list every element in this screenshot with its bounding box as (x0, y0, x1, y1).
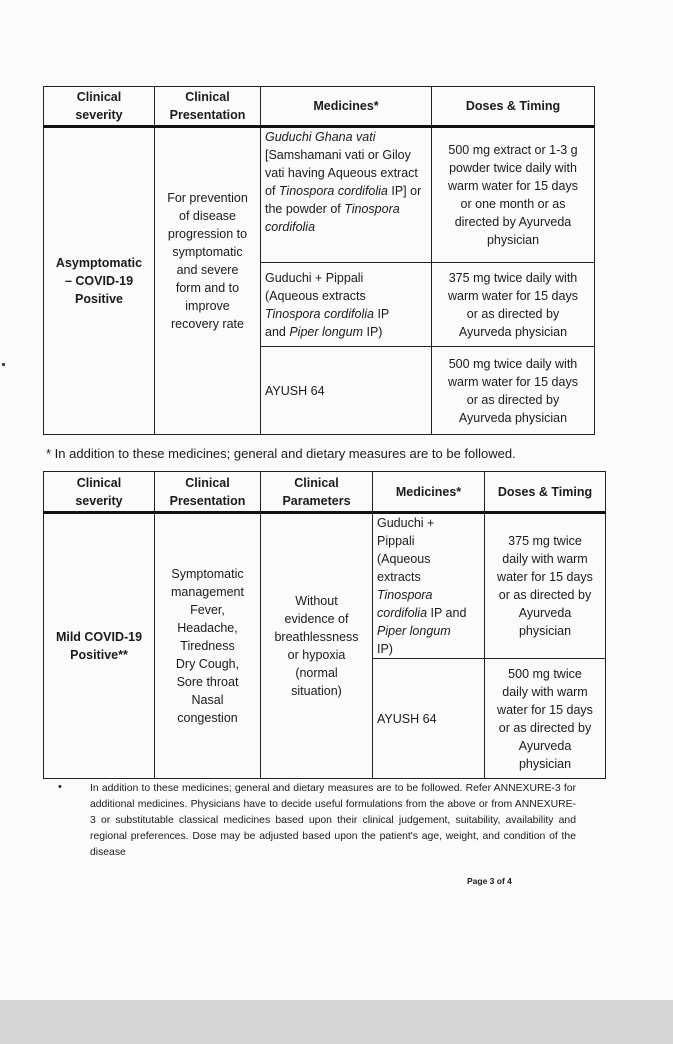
header-clinical-presentation: Clinical Presentation (155, 87, 261, 127)
dose-guduchi-ghana-vati: 500 mg extract or 1-3 g powder twice daily with warm water for 15 days or one month or as directed by Ayurveda physician (432, 127, 595, 263)
medicine-ayush-64: AYUSH 64 (261, 347, 432, 435)
dose-ayush-64: 500 mg twice daily with warm water for 15 days or as directed by Ayurveda physician (432, 347, 595, 435)
bullet-marker: • (58, 781, 62, 793)
note-additional-medicines: In addition to these medicines; general and dietary measures are to be followed. Refer ANNEXURE-3 for additional medicines. Physicians have to decide useful formulations from the above or from ANNEXURE-3 or substitutable classical medicines based upon their clinical judgement, suitability, availability and regional preferences. Dose may be adjusted based upon the patient's age, weight, and condition of the disease (90, 783, 576, 858)
header-clinical-severity: Clinical severity (44, 87, 155, 127)
header-clinical-severity: Clinical severity (44, 472, 155, 513)
mild-covid-table (43, 471, 606, 779)
header-clinical-parameters: Clinical Parameters (261, 472, 373, 513)
medicine-guduchi-pippali: Guduchi + Pippali (Aqueous extracts Tinospora cordifolia IP and Piper longum IP) (261, 263, 432, 347)
parameters-cell: Without evidence of breathlessness or hypoxia (normal situation) (261, 513, 373, 779)
margin-mark (2, 363, 5, 366)
header-clinical-presentation: Clinical Presentation (155, 472, 261, 513)
medicine-guduchi-ghana-vati: Guduchi Ghana vati [Samshamani vati or Giloy vati having Aqueous extract of Tinospora cordifolia IP] or the powder of Tinospora cordifolia (261, 127, 432, 263)
bottom-band (0, 1000, 673, 1044)
dose-ayush-64: 500 mg twice daily with warm water for 15 days or as directed by Ayurveda physician (485, 659, 606, 779)
header-medicines: Medicines* (261, 87, 432, 127)
medicine-ayush-64: AYUSH 64 (373, 659, 485, 779)
note-general-measures: * In addition to these medicines; general and dietary measures are to be followed. (46, 446, 516, 461)
dose-guduchi-pippali: 375 mg twice daily with warm water for 15 days or as directed by Ayurveda physician (485, 513, 606, 659)
severity-cell: Asymptomatic – COVID-19 Positive (44, 127, 155, 435)
header-doses-timing: Doses & Timing (485, 472, 606, 513)
severity-cell: Mild COVID-19 Positive** (44, 513, 155, 779)
page-number: Page 3 of 4 (467, 876, 512, 886)
dose-guduchi-pippali: 375 mg twice daily with warm water for 15 days or as directed by Ayurveda physician (432, 263, 595, 347)
header-medicines: Medicines* (373, 472, 485, 513)
header-doses-timing: Doses & Timing (432, 87, 595, 127)
presentation-cell: For prevention of disease progression to symptomatic and severe form and to improve recovery rate (155, 127, 261, 435)
asymptomatic-table (43, 86, 595, 435)
medicine-guduchi-pippali: Guduchi + Pippali (Aqueous extracts Tinospora cordifolia IP and Piper longum IP) (373, 513, 485, 659)
presentation-cell: Symptomatic management Fever, Headache, Tiredness Dry Cough, Sore throat Nasal congestion (155, 513, 261, 779)
